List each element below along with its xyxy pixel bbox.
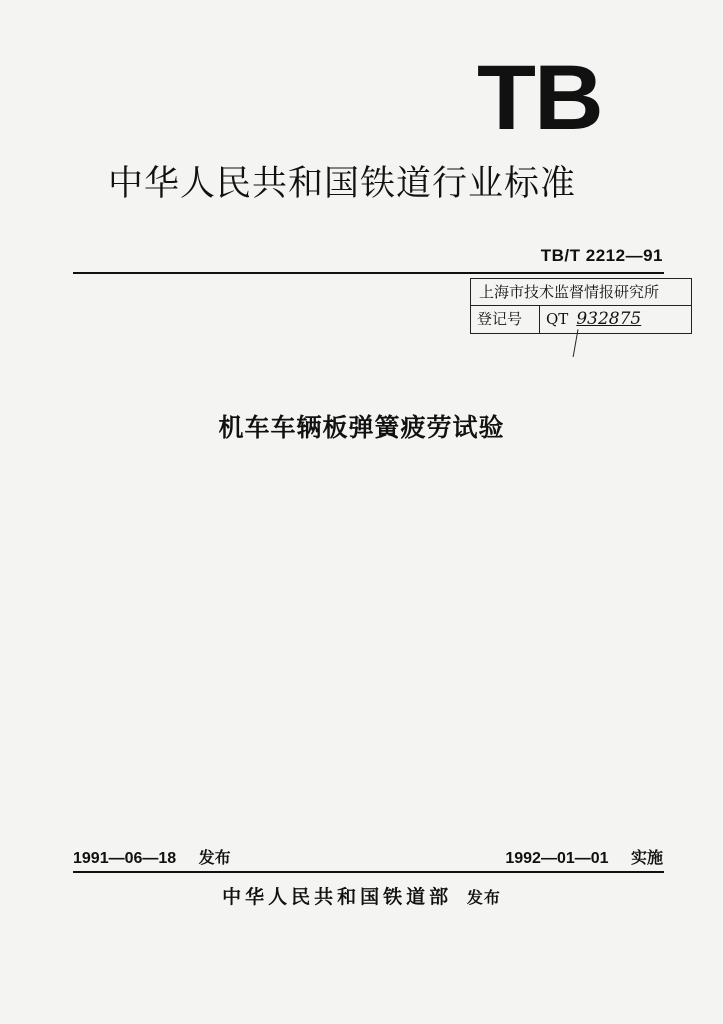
document-title: 机车车辆板弹簧疲劳试验 — [218, 413, 505, 442]
org-title: 中华人民共和国铁道行业标准 — [108, 164, 577, 204]
effective-info — [505, 845, 663, 868]
registration-stamp — [470, 278, 692, 334]
publish-info — [73, 845, 231, 868]
effective-label: 实施 — [630, 848, 663, 867]
stamp-reg-number: 932875 — [576, 309, 642, 329]
stamp-institute: 上海市技术监督情报研究所 — [471, 279, 691, 306]
issuer-name: 中华人民共和国铁道部 — [222, 886, 453, 908]
top-divider — [73, 272, 664, 274]
publish-label: 发布 — [198, 848, 231, 867]
standard-code: TB/T 2212—91 — [540, 246, 663, 265]
tb-logo: TB — [477, 47, 602, 149]
issuer-line — [0, 882, 723, 909]
bottom-divider — [73, 871, 664, 873]
stamp-reg-prefix: QT — [546, 310, 569, 328]
issuer-action: 发布 — [466, 888, 501, 907]
effective-date: 1992—01—01 — [505, 850, 609, 867]
publish-date: 1991—06—18 — [73, 850, 177, 867]
stamp-reg-label: 登记号 — [471, 306, 540, 333]
